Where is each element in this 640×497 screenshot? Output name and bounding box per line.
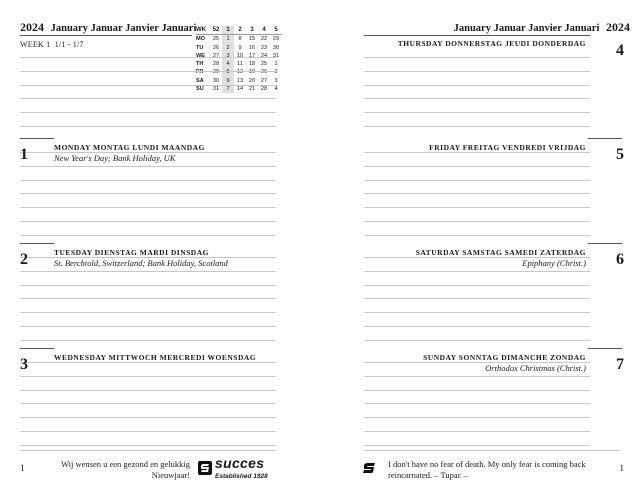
mini-calendar-date: 4 (274, 86, 278, 93)
writing-line (20, 271, 276, 272)
week-range: 1/1 - 1/7 (54, 40, 84, 49)
mini-calendar-date: 5 (222, 68, 234, 76)
writing-line (364, 85, 590, 86)
mini-calendar-date: 25 (260, 61, 268, 68)
mini-calendar-header (196, 26, 282, 35)
day-number: 2 (20, 251, 28, 268)
mini-calendar-date: 26 (212, 44, 220, 51)
writing-line (364, 221, 590, 222)
day-holiday: Orthodox Christmas (Christ.) (485, 363, 586, 373)
writing-line (20, 390, 276, 391)
writing-line (364, 271, 590, 272)
mini-calendar-date: 23 (260, 44, 268, 51)
day-name: TUESDAY DIENSTAG MARDI DINSDAG (54, 248, 209, 257)
writing-line (20, 340, 276, 341)
footer-quote: I don't have no fear of death. My only fear is coming back reincarnated. – Tupac – (388, 459, 586, 480)
writing-line (364, 340, 590, 341)
mini-calendar-date: 28 (212, 61, 220, 68)
logo-tagline: Established 1928 (215, 473, 268, 480)
writing-line (20, 126, 276, 127)
right-page-header (454, 20, 630, 35)
mini-calendar-row (196, 35, 282, 44)
day-divider (20, 138, 54, 139)
right-page (340, 0, 640, 497)
mini-calendar-week-number: 1 (222, 26, 234, 35)
day-number: 3 (20, 356, 28, 373)
mini-calendar-row (196, 85, 282, 93)
day-number: 4 (616, 42, 624, 59)
writing-line (20, 417, 276, 418)
mini-calendar-date: 2 (222, 44, 234, 52)
mini-calendar-date: 19 (248, 69, 256, 76)
mini-calendar-date: 14 (236, 86, 244, 93)
month-names: January Januar Janvier Januari (50, 23, 197, 34)
writing-line (364, 180, 590, 181)
mini-calendar-date: 30 (272, 44, 280, 51)
mini-calendar-row (196, 68, 282, 76)
writing-line (364, 152, 590, 153)
month-names: January Januar Janvier Januari (453, 23, 600, 34)
writing-line (364, 403, 590, 404)
mini-calendar-date: 17 (248, 52, 256, 59)
mini-calendar-week-number: 4 (258, 26, 270, 35)
writing-line (364, 166, 590, 167)
mini-calendar-week-number: 52 (210, 26, 222, 35)
writing-line (20, 431, 276, 432)
mini-calendar-date: 21 (248, 86, 256, 93)
page-number: 1 (619, 463, 624, 473)
writing-line (364, 71, 590, 72)
mini-calendar-week-number: 5 (270, 26, 282, 35)
day-name: SATURDAY SAMSTAG SAMEDI ZATERDAG (415, 248, 586, 257)
header-rule (364, 35, 590, 36)
writing-line (20, 207, 276, 208)
writing-line (20, 98, 276, 99)
writing-line (364, 57, 590, 58)
day-number: 5 (616, 146, 624, 163)
writing-line (20, 362, 276, 363)
writing-line (20, 57, 276, 58)
mini-calendar-date: 16 (248, 44, 256, 51)
writing-line (20, 235, 276, 236)
mini-calendar-date: 27 (260, 77, 268, 84)
writing-line (20, 376, 276, 377)
mini-calendar-date: 13 (236, 77, 244, 84)
mini-calendar-date: 8 (238, 36, 242, 43)
header-rule (20, 35, 192, 36)
mini-calendar-date: 29 (212, 69, 220, 76)
mini-calendar-date: 28 (260, 86, 268, 93)
writing-line (364, 390, 590, 391)
mini-calendar-week-number: 3 (246, 26, 258, 35)
day-number: 1 (20, 146, 28, 163)
writing-line (364, 417, 590, 418)
week-label (20, 40, 84, 49)
mini-calendar-date: 2 (274, 69, 278, 76)
writing-line (20, 298, 276, 299)
writing-line (364, 298, 590, 299)
logo-wordmark: succes (215, 455, 265, 471)
mini-calendar-date: 25 (212, 36, 220, 43)
day-name: SUNDAY SONNTAG DIMANCHE ZONDAG (423, 353, 586, 362)
day-number: 6 (616, 251, 624, 268)
mini-calendar-day-label: WE (196, 52, 206, 59)
year-label: 2024 (20, 20, 44, 34)
day-number: 7 (616, 356, 624, 373)
writing-line (20, 221, 276, 222)
mini-calendar-date: 3 (274, 77, 278, 84)
mini-calendar-date: 20 (248, 77, 256, 84)
mini-calendar-date: 30 (212, 77, 220, 84)
day-name: THURSDAY DONNERSTAG JEUDI DONDERDAG (397, 39, 586, 48)
writing-line (20, 445, 276, 446)
mini-calendar-week-number: 2 (234, 26, 246, 35)
mini-calendar-day-label: SU (196, 86, 204, 93)
page-number: 1 (20, 463, 25, 473)
mini-calendar-date: 31 (212, 86, 220, 93)
mini-calendar-week-heading: WK (196, 26, 210, 35)
day-name: MONDAY MONTAG LUNDI MAANDAG (54, 143, 205, 152)
bottom-rule (364, 450, 620, 451)
day-divider (588, 138, 622, 139)
writing-line (364, 207, 590, 208)
writing-line (20, 312, 276, 313)
writing-line (364, 312, 590, 313)
mini-calendar-row (196, 60, 282, 68)
writing-line (20, 193, 276, 194)
mini-calendar-day-label: SA (196, 77, 204, 84)
left-page (0, 0, 300, 497)
writing-line (364, 112, 590, 113)
writing-line (20, 85, 276, 86)
writing-line (364, 326, 590, 327)
day-name: FRIDAY FREITAG VENDREDI VRIJDAG (429, 143, 586, 152)
writing-line (20, 166, 276, 167)
writing-line (364, 193, 590, 194)
day-name: WEDNESDAY MITTWOCH MERCREDI WOENSDAG (54, 353, 257, 362)
mini-calendar-day-label: TH (196, 61, 204, 68)
writing-line (364, 235, 590, 236)
mini-calendar-date: 31 (272, 52, 280, 59)
writing-line (20, 326, 276, 327)
mini-calendar-date: 24 (260, 52, 268, 59)
footer-quote: Wij wensen u een gezond en gelukkig Nieuwjaar! (60, 459, 190, 480)
mini-calendar-date: 1 (222, 35, 234, 44)
mini-calendar-date: 1 (274, 61, 278, 68)
mini-calendar-day-label: TU (196, 44, 204, 51)
writing-line (364, 98, 590, 99)
writing-line (364, 376, 590, 377)
writing-line (364, 126, 590, 127)
writing-line (364, 431, 590, 432)
mini-calendar-date: 26 (260, 69, 268, 76)
day-divider (588, 348, 622, 349)
day-divider (20, 348, 54, 349)
day-divider (588, 243, 622, 244)
succes-mark-icon (362, 462, 376, 474)
mini-calendar-date: 12 (236, 69, 244, 76)
left-page-header (20, 20, 196, 35)
writing-line (20, 285, 276, 286)
mini-calendar-date: 3 (222, 52, 234, 60)
day-divider (20, 243, 54, 244)
day-holiday: New Year's Day; Bank Holiday, UK (54, 153, 176, 163)
day-holiday: Epiphany (Christ.) (522, 258, 586, 268)
mini-calendar-date: 6 (222, 77, 234, 85)
writing-line (364, 285, 590, 286)
mini-calendar-date: 7 (222, 85, 234, 93)
mini-calendar-day-label: MO (196, 36, 206, 43)
mini-calendar-date: 27 (212, 52, 220, 59)
day-holiday: St. Berchtold, Switzerland; Bank Holiday, Scotland (54, 258, 228, 268)
succes-logo-icon (198, 461, 212, 475)
mini-calendar-row (196, 44, 282, 52)
mini-calendar-date: 15 (248, 36, 256, 43)
writing-line (20, 180, 276, 181)
succes-logo (198, 455, 268, 480)
mini-calendar-date: 18 (248, 61, 256, 68)
mini-calendar-date: 10 (236, 52, 244, 59)
mini-calendar-date: 4 (222, 60, 234, 68)
writing-line (20, 112, 276, 113)
writing-line (364, 445, 590, 446)
bottom-rule (20, 450, 276, 451)
writing-line (20, 71, 276, 72)
mini-calendar-date: 11 (237, 61, 243, 68)
mini-calendar-row (196, 77, 282, 85)
mini-calendar-day-label: FR (196, 69, 204, 76)
mini-calendar-date: 29 (272, 36, 280, 43)
week-number: WEEK 1 (20, 40, 51, 49)
mini-calendar-date: 9 (238, 44, 242, 51)
writing-line (20, 403, 276, 404)
year-label: 2024 (606, 20, 630, 34)
mini-calendar-date: 22 (260, 36, 268, 43)
mini-calendar (196, 26, 282, 93)
